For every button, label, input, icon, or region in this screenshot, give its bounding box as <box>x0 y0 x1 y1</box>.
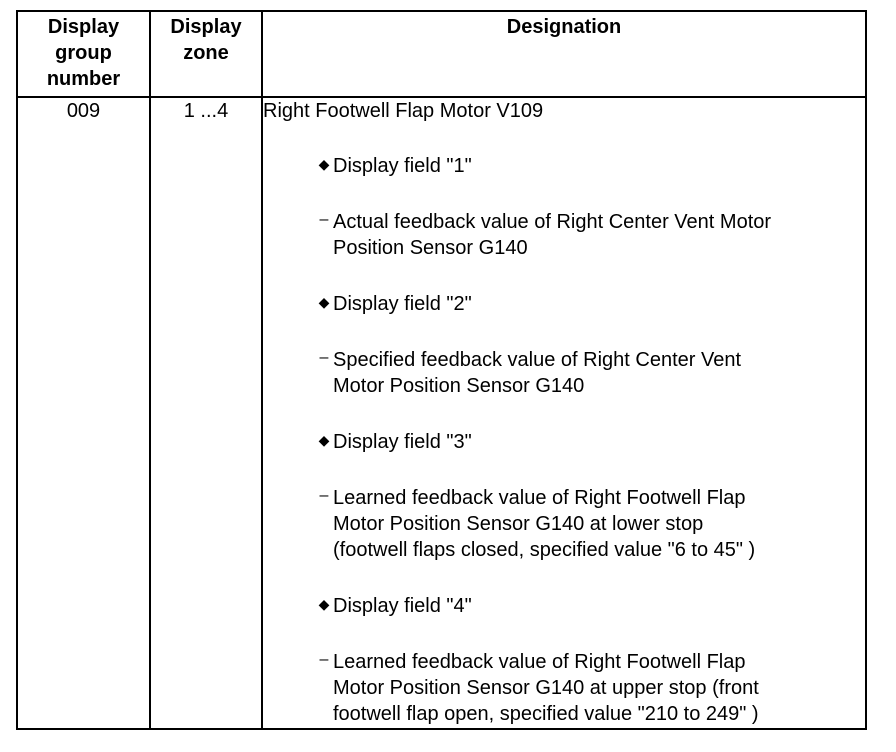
diamond-bullet-icon: ◆ <box>318 156 330 172</box>
display-field-3-description <box>315 485 865 563</box>
display-field-4-text: Learned feedback value of Right Footwell Flap Motor Position Sensor G140 at upper stop (front footwell flap open, specified value "210 to 249" ) <box>333 651 759 725</box>
display-field-2-description <box>315 347 865 399</box>
display-field-1-description <box>315 209 865 261</box>
table-header-row <box>17 11 866 97</box>
display-field-4-label: Display field "4" <box>333 595 472 617</box>
display-field-2-text: Specified feedback value of Right Center Vent Motor Position Sensor G140 <box>333 349 742 397</box>
header-display-zone <box>150 11 262 97</box>
header-designation <box>262 11 866 97</box>
diamond-bullet-icon: ◆ <box>318 294 330 310</box>
table-row <box>17 97 866 729</box>
display-field-3 <box>315 429 865 455</box>
display-field-4-description <box>315 649 865 727</box>
dash-bullet-icon: – <box>319 651 329 668</box>
header-zone-label: Display zone <box>170 16 242 64</box>
cell-display-zone <box>150 97 262 729</box>
display-field-3-label: Display field "3" <box>333 431 472 453</box>
display-zone-value: 1 ...4 <box>183 100 229 122</box>
display-field-4 <box>315 593 865 619</box>
display-field-2-label: Display field "2" <box>333 293 472 315</box>
dash-bullet-icon: – <box>319 349 329 366</box>
display-field-2 <box>315 291 865 317</box>
group-number-value: 009 <box>66 100 101 122</box>
dash-bullet-icon: – <box>319 211 329 228</box>
dash-bullet-icon: – <box>319 487 329 504</box>
designation-table <box>16 10 867 730</box>
component-title: Right Footwell Flap Motor V109 <box>263 100 544 122</box>
display-field-1-label: Display field "1" <box>333 155 472 177</box>
header-designation-label: Designation <box>506 16 622 38</box>
cell-group-number <box>17 97 150 729</box>
display-field-1 <box>315 153 865 179</box>
cell-designation <box>262 97 866 729</box>
diamond-bullet-icon: ◆ <box>318 596 330 612</box>
display-field-3-text: Learned feedback value of Right Footwell Flap Motor Position Sensor G140 at lower stop (footwell flaps closed, specified value "6 to 45" ) <box>333 487 756 561</box>
header-group-label: Display group number <box>46 16 121 90</box>
header-display-group-number <box>17 11 150 97</box>
display-field-1-text: Actual feedback value of Right Center Vent Motor Position Sensor G140 <box>333 211 772 259</box>
diamond-bullet-icon: ◆ <box>318 432 330 448</box>
